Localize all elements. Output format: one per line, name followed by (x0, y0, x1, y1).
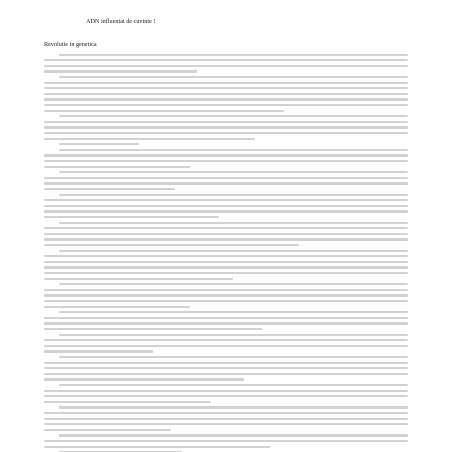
text-line-placeholder (44, 110, 284, 112)
text-line-placeholder (44, 132, 408, 134)
text-line-placeholder (44, 87, 408, 89)
text-line-placeholder (44, 98, 408, 100)
text-line-placeholder (44, 166, 190, 168)
text-line-placeholder (44, 182, 408, 184)
text-line-placeholder (44, 367, 408, 369)
paragraph-placeholder (44, 405, 408, 433)
paragraph-placeholder (44, 113, 408, 141)
text-line-placeholder (59, 76, 408, 78)
body-paragraph (44, 433, 408, 450)
text-line-placeholder (44, 395, 408, 397)
text-line-placeholder (44, 138, 255, 140)
text-line-placeholder (44, 289, 408, 291)
text-line-placeholder (44, 255, 408, 257)
body-paragraph (44, 113, 408, 141)
text-line-placeholder (44, 70, 197, 72)
body-paragraph (44, 169, 408, 191)
text-line-placeholder (44, 210, 408, 212)
body-paragraph (44, 332, 408, 354)
text-line-placeholder (44, 317, 408, 319)
text-line-placeholder (44, 440, 408, 442)
text-line-placeholder (44, 350, 153, 352)
text-line-placeholder (44, 104, 408, 106)
document-title: ADN influentat de cuvinte ! (86, 18, 156, 25)
body-paragraph (44, 405, 408, 433)
text-line-placeholder (44, 227, 408, 229)
body-paragraph (44, 147, 408, 169)
text-line-placeholder (44, 205, 408, 207)
text-line-placeholder (44, 121, 408, 123)
body-paragraph (44, 309, 408, 331)
paragraph-placeholder (44, 192, 408, 220)
text-line-placeholder (44, 154, 408, 156)
text-line-placeholder (44, 199, 408, 201)
text-line-placeholder (44, 177, 408, 179)
paragraph-placeholder (44, 147, 408, 169)
text-line-placeholder (44, 378, 244, 380)
text-line-placeholder (44, 345, 408, 347)
text-line-placeholder (44, 328, 262, 330)
section-heading: Revolutie in genetica (44, 41, 97, 49)
text-line-placeholder (44, 233, 408, 235)
paragraph-placeholder (44, 332, 408, 354)
text-line-placeholder (44, 429, 171, 431)
text-line-placeholder (59, 222, 408, 224)
paragraph-placeholder (44, 309, 408, 331)
text-line-placeholder (44, 188, 175, 190)
text-line-placeholder (44, 412, 408, 414)
text-line-placeholder (59, 143, 139, 145)
text-line-placeholder (59, 194, 408, 196)
body-paragraph (44, 52, 408, 74)
text-line-placeholder (44, 160, 408, 162)
text-line-placeholder (44, 216, 219, 218)
text-line-placeholder (44, 238, 408, 240)
text-line-placeholder (44, 278, 233, 280)
text-line-placeholder (44, 373, 408, 375)
paragraph-placeholder (44, 382, 408, 404)
text-line-placeholder (59, 250, 408, 252)
text-line-placeholder (44, 65, 408, 67)
text-line-placeholder (59, 356, 408, 358)
paragraph-placeholder (44, 74, 408, 113)
text-line-placeholder (59, 149, 408, 151)
text-line-placeholder (44, 401, 211, 403)
text-line-placeholder (44, 322, 408, 324)
paragraph-placeholder (44, 248, 408, 282)
text-line-placeholder (44, 126, 408, 128)
text-line-placeholder (59, 115, 408, 117)
text-line-placeholder (59, 311, 408, 313)
text-line-placeholder (44, 59, 408, 61)
paragraph-placeholder (44, 52, 408, 74)
text-line-placeholder (59, 171, 408, 173)
body-paragraph (44, 74, 408, 113)
body-paragraph (44, 192, 408, 220)
paragraph-placeholder (44, 169, 408, 191)
text-line-placeholder (44, 294, 408, 296)
text-line-placeholder (44, 261, 408, 263)
text-line-placeholder (44, 390, 408, 392)
body-paragraph (44, 354, 408, 382)
body-paragraph (44, 281, 408, 309)
text-line-placeholder (59, 406, 408, 408)
text-line-placeholder (44, 362, 408, 364)
text-line-placeholder (44, 82, 408, 84)
body-paragraph (44, 382, 408, 404)
paragraph-placeholder (44, 281, 408, 309)
text-line-placeholder (44, 306, 190, 308)
document-body (44, 52, 408, 452)
paragraph-placeholder (44, 220, 408, 248)
paragraph-placeholder (44, 354, 408, 382)
text-line-placeholder (59, 283, 408, 285)
body-paragraph (44, 220, 408, 248)
text-line-placeholder (44, 339, 408, 341)
text-line-placeholder (44, 266, 408, 268)
text-line-placeholder (44, 300, 408, 302)
body-paragraph (44, 248, 408, 282)
text-line-placeholder (44, 446, 270, 448)
text-line-placeholder (59, 54, 408, 56)
text-line-placeholder (44, 272, 408, 274)
paragraph-placeholder (44, 433, 408, 450)
text-line-placeholder (44, 418, 408, 420)
text-line-placeholder (59, 434, 408, 436)
text-line-placeholder (44, 93, 408, 95)
text-line-placeholder (59, 334, 408, 336)
text-line-placeholder (44, 244, 299, 246)
text-line-placeholder (44, 423, 408, 425)
text-line-placeholder (59, 384, 408, 386)
